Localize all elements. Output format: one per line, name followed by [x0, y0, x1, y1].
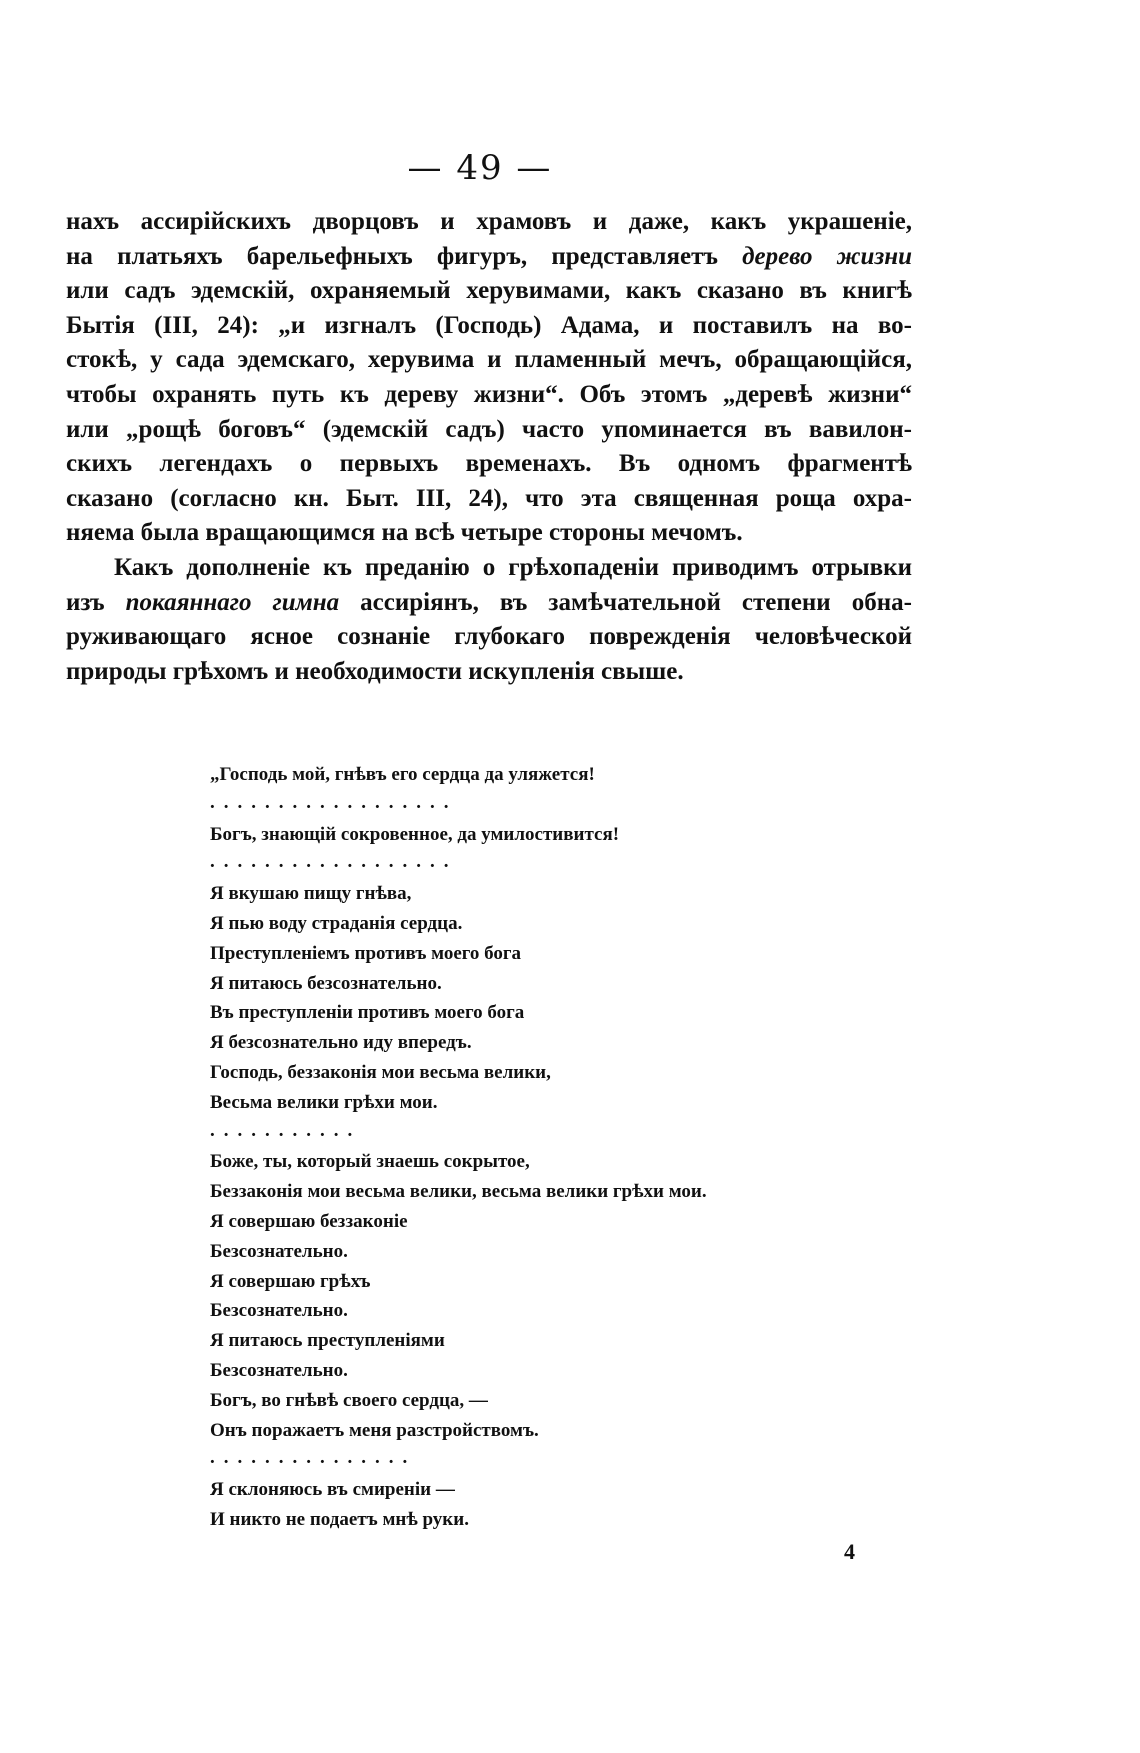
- verse-line: Безсознательно.: [210, 1240, 348, 1262]
- verse-line: Я вкушаю пищу гнѣва,: [210, 883, 412, 905]
- verse-line: Безсознательно.: [210, 1359, 348, 1381]
- page-number: — 49 —: [407, 148, 553, 188]
- verse-line: Богъ, знающій сокровенное, да умилостивится!: [210, 823, 620, 845]
- ellipsis-row: ...........: [210, 1119, 362, 1141]
- verse-line: Я склоняюсь въ смиреніи —: [210, 1479, 455, 1501]
- verse-line: Безсознательно.: [210, 1300, 348, 1322]
- text-line: или „рощѣ боговъ“ (эдемскій садъ) часто упоминается въ вавилон-: [66, 415, 912, 443]
- text-line: няема была вращающимся на всѣ четыре стороны мечомъ.: [66, 519, 743, 547]
- text-line: на платьяхъ барельефныхъ фигуръ, представляетъ дерево жизни: [66, 242, 912, 270]
- text-line: стокѣ, у сада эдемскаго, херувима и пламенный мечъ, обращающійся,: [66, 346, 912, 374]
- text-line: изъ покаяннаго гимна ассиріянъ, въ замѣчательной степени обна-: [66, 588, 912, 616]
- text-line: нахъ ассирійскихъ дворцовъ и храмовъ и даже, какъ украшеніе,: [66, 208, 912, 235]
- verse-line: Я питаюсь преступленіями: [210, 1330, 445, 1352]
- verse-line: Я безсознательно иду впередъ.: [210, 1032, 472, 1054]
- verse-line: Я питаюсь безсознательно.: [210, 972, 442, 994]
- verse-line: Я пью воду страданія сердца.: [210, 912, 463, 934]
- verse-line: Я совершаю беззаконіе: [210, 1210, 408, 1232]
- ellipsis-row: ..................: [210, 791, 458, 813]
- text-line: или садъ эдемскій, охраняемый херувимами, какъ сказано въ книгѣ: [66, 277, 912, 305]
- verse-line: Беззаконія мои весьма велики, весьма велики грѣхи мои.: [210, 1181, 707, 1203]
- text-line: руживающаго ясное сознаніе глубокаго поврежденія человѣческой: [66, 623, 912, 651]
- italic-term: покаяннаго гимна: [125, 588, 340, 616]
- verse-line: Въ преступленіи противъ моего бога: [210, 1002, 525, 1024]
- verse-line: „Господь мой, гнѣвъ его сердца да уляжется!: [210, 764, 595, 785]
- text-line: природы грѣхомъ и необходимости искупленія свыше.: [66, 657, 684, 685]
- text-line: Бытія (III, 24): „и изгналъ (Господь) Адама, и поставилъ на во-: [66, 311, 912, 339]
- ellipsis-row: ...............: [210, 1447, 417, 1469]
- italic-term: дерево жизни: [742, 242, 912, 270]
- verse-line: Господь, беззаконія мои весьма велики,: [210, 1061, 551, 1083]
- text-line: сказано (согласно кн. Быт. III, 24), что эта священная роща охра-: [66, 484, 912, 512]
- text-line: Какъ дополненіе къ преданію о грѣхопаденіи приводимъ отрывки: [114, 553, 912, 581]
- hymn-verses: [210, 760, 850, 1535]
- verse-line: Преступленіемъ противъ моего бога: [210, 942, 522, 964]
- verse-line: Боже, ты, который знаешь сокрытое,: [210, 1151, 530, 1173]
- text-line: чтобы охранять путь къ дереву жизни“. Объ этомъ „деревѣ жизни“: [66, 380, 912, 408]
- signature-mark: 4: [844, 1539, 855, 1564]
- verse-line: Я совершаю грѣхъ: [210, 1270, 371, 1292]
- verse-line: Весьма велики грѣхи мои.: [210, 1091, 438, 1113]
- verse-line: Онъ поражаетъ меня разстройствомъ.: [210, 1419, 539, 1441]
- body-text: [66, 205, 912, 689]
- ellipsis-row: ..................: [210, 851, 458, 873]
- text-line: скихъ легендахъ о первыхъ временахъ. Въ одномъ фрагментѣ: [66, 450, 912, 478]
- verse-line: Богъ, во гнѣвѣ своего сердца, —: [210, 1389, 488, 1411]
- verse-line: И никто не подаетъ мнѣ руки.: [210, 1508, 469, 1530]
